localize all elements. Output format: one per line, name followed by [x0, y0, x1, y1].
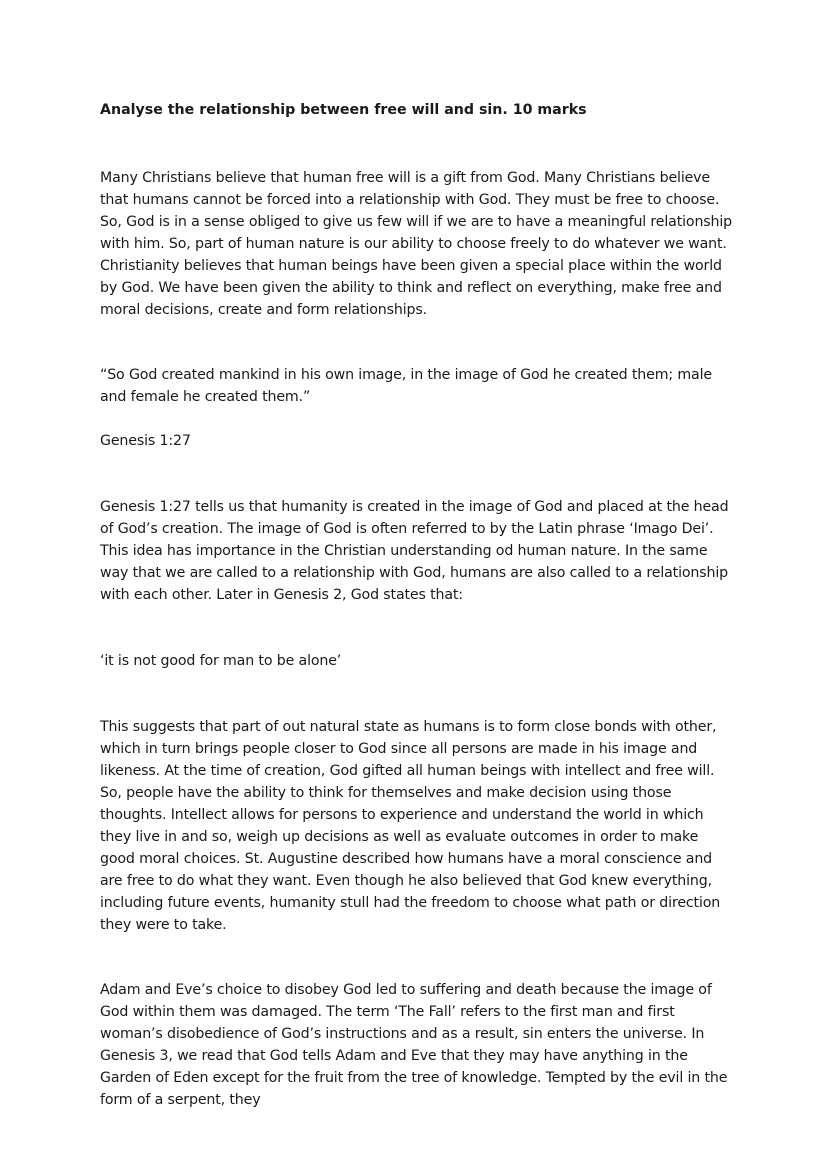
- document-title: Analyse the relationship between free will and sin. 10 marks: [100, 102, 587, 118]
- paragraph-free-will-gift: Many Christians believe that human free will is a gift from God. Many Christians believe that humans cannot be forced into a relationship with God. They must be free to choose. So, God is in a sense obliged to give us few will if we are to have a meaningful relationship with him. So, part of human nature is our ability to choose freely to do whatever we want. Christianity believes that human beings have been given a special place within the world by God. We have been given the ability to think and reflect on everything, make free and moral decisions, create and form relationships.: [100, 170, 733, 318]
- paragraph-intellect-free-will: This suggests that part of out natural state as humans is to form close bonds with other, which in turn brings people closer to God since all persons are made in his image and likeness. At the time of creation, God gifted all human beings with intellect and free will. So, people have the ability to think for themselves and make decision using those thoughts. Intellect allows for persons to experience and understand the world in which they live in and so, weigh up decisions as well as evaluate outcomes in order to make good moral choices. St. Augustine described how humans have a moral conscience and are free to do what they want. Even though he also believed that God knew everything, including future events, humanity stull had the freedom to choose what path or direction they were to take.: [100, 719, 721, 933]
- quote-citation: Genesis 1:27: [100, 433, 191, 449]
- document-page: [100, 99, 736, 1111]
- paragraph-imago-dei: Genesis 1:27 tells us that humanity is created in the image of God and placed at the head of God’s creation. The image of God is often referred to by the Latin phrase ‘Imago Dei’. This idea has importance in the Christian understanding od human nature. In the same way that we are called to a relationship with God, humans are also called to a relationship with each other. Later in Genesis 2, God states that:: [100, 499, 729, 603]
- paragraph-the-fall: Adam and Eve’s choice to disobey God led to suffering and death because the image of God within them was damaged. The term ‘The Fall’ refers to the first man and first woman’s disobedience of God’s instructions and as a result, sin enters the universe. In Genesis 3, we read that God tells Adam and Eve that they may have anything in the Garden of Eden except for the fruit from the tree of knowledge. Tempted by the evil in the form of a serpent, they: [100, 982, 728, 1108]
- quote-genesis: “So God created mankind in his own image, in the image of God he created them; male and female he created them.”: [100, 367, 712, 405]
- quote-not-alone: ‘it is not good for man to be alone’: [100, 653, 342, 669]
